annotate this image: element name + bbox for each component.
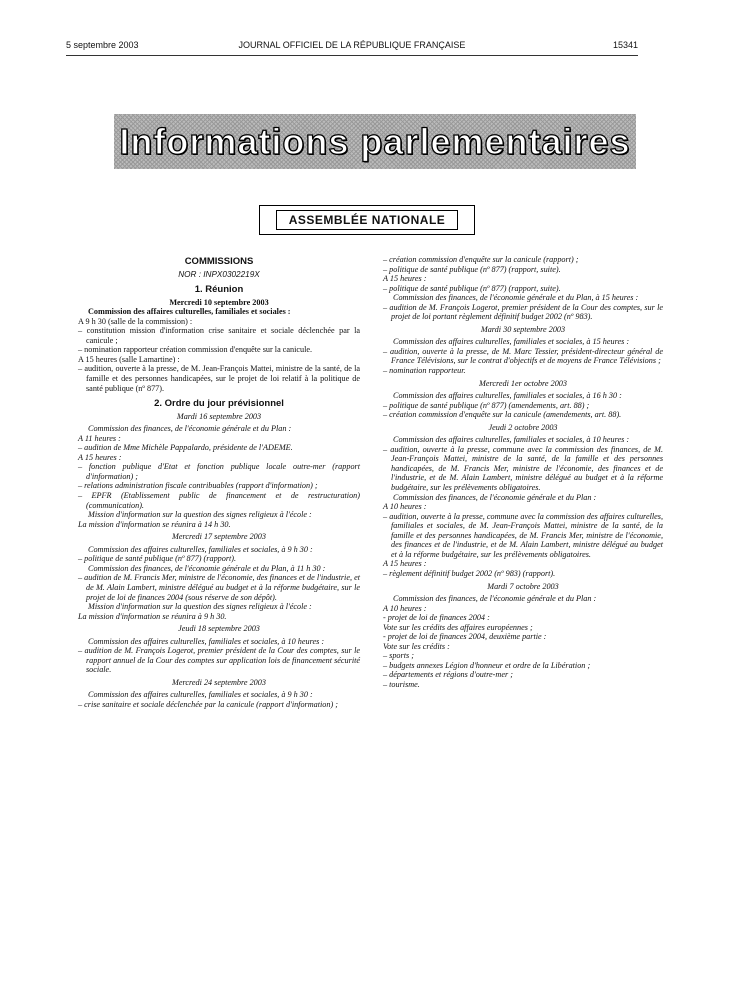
paragraph: Commission des affaires culturelles, familiales et sociales, à 10 heures : (393, 435, 630, 445)
banner-title: Informations parlementaires (119, 120, 631, 162)
section-heading: COMMISSIONS (184, 256, 254, 267)
paragraph: – tourisme. (383, 679, 420, 689)
date-heading: Mardi 7 octobre 2003 (487, 581, 559, 591)
header-page-number: 15341 (612, 40, 638, 50)
section-heading: 2. Ordre du jour prévisionnel (154, 398, 284, 410)
paragraph: – relations administration fiscale contribuables (rapport d'information) ; (78, 481, 318, 491)
paragraph: A 15 heures : (78, 452, 122, 462)
paragraph: Mission d'information sur la question des signes religieux à l'école : (88, 510, 312, 520)
paragraph: – politique de santé publique (nº 877) (rapport). (78, 554, 237, 564)
paragraph: Commission des finances, de l'économie générale et du Plan : (393, 594, 597, 604)
paragraph: – audition, ouverte à la presse, de M. Jean-François Mattei, ministre de la santé, de la famille et des personnes handicapées, sur le projet de loi relatif à la politique de santé publique (nº 877). (78, 364, 360, 393)
paragraph: Commission des affaires culturelles, familiales et sociales, à 9 h 30 : (88, 544, 313, 554)
date-heading: Mercredi 17 septembre 2003 (172, 532, 266, 542)
paragraph: La mission d'information se réunira à 9 h 30. (78, 611, 227, 621)
assembly-box (259, 205, 475, 235)
paragraph: – nomination rapporteur création commission d'enquête sur la canicule. (78, 345, 313, 355)
paragraph: – règlement définitif budget 2002 (nº 983) (rapport). (383, 568, 556, 578)
paragraph: – sports ; (383, 651, 414, 661)
paragraph: A 15 heures : (383, 559, 427, 569)
paragraph: Commission des affaires culturelles, familiales et sociales, à 9 h 30 : (88, 690, 313, 700)
paragraph: A 9 h 30 (salle de la commission) : (78, 316, 193, 326)
section-banner (114, 114, 636, 169)
paragraph: Commission des affaires culturelles, familiales et sociales : (88, 307, 291, 317)
paragraph: Vote sur les crédits : (383, 641, 450, 651)
paragraph: Commission des affaires culturelles, familiales et sociales, à 15 heures : (393, 337, 630, 347)
paragraph: – audition de M. François Logerot, premier président de la Cour des comptes, sur le rapport annuel de la Cour des comptes sur application lois de financement sécurité sociale. (78, 646, 360, 675)
paragraph: – constitution mission d'information crise sanitaire et sociale déclenchée par la canicule ; (78, 326, 360, 345)
date-heading: Mardi 16 septembre 2003 (176, 411, 262, 421)
paragraph: – politique de santé publique (nº 877) (amendements, art. 88) ; (383, 400, 590, 410)
header-rule (66, 55, 638, 56)
spacer (78, 279, 360, 283)
paragraph: – politique de santé publique (nº 877) (rapport, suite). (383, 264, 561, 274)
paragraph: – politique de santé publique (nº 877) (rapport, suite). (383, 283, 561, 293)
paragraph: – audition, ouverte à la presse, commune avec la commission des affaires culturelles, familiales et sociales, de M. Jean-François Mattei, ministre de la santé, de la famille et des personnes handicapées, de M. Francis Mer, ministre de l'économie, des finances et de l'industrie, et de M. Alain Lambert, ministre délégué au budget et à la réforme budgétaire, sur les prélèvements obligatoires. (383, 511, 663, 559)
paragraph: – audition de M. François Logerot, premier président de la Cour des comptes, sur le projet de loi portant règlement définitif budget 2002 (nº 983). (383, 302, 663, 322)
date-heading: Jeudi 2 octobre 2003 (488, 422, 558, 432)
paragraph: Commission des affaires culturelles, familiales et sociales, à 16 h 30 : (393, 391, 622, 401)
paragraph: – crise sanitaire et sociale déclenchée par la canicule (rapport d'information) ; (78, 699, 338, 709)
paragraph: – création commission d'enquête sur la canicule (amendements, art. 88). (383, 410, 622, 420)
paragraph: La mission d'information se réunira à 14 h 30. (78, 519, 231, 529)
paragraph: A 15 heures (salle Lamartine) : (78, 354, 180, 364)
paragraph: Commission des affaires culturelles, familiales et sociales, à 10 heures : (88, 636, 325, 646)
paragraph: A 11 heures : (78, 433, 121, 443)
paragraph: – création commission d'enquête sur la canicule (rapport) ; (383, 255, 579, 264)
paragraph: – audition, ouverte à la presse, commune avec la commission des finances, de M. Jean-François Mattei, ministre de la santé, de la famille et des personnes handicapées, de M. Francis Mer, ministre de l'économie, des finances et de l'industrie, et de M. Alain Lambert, ministre délégué au budget et à la réforme budgétaire, sur les prélèvements obligatoires. (383, 444, 663, 493)
paragraph: Vote sur les crédits des affaires européennes ; (383, 622, 533, 632)
paragraph: – audition, ouverte à la presse, de M. Marc Tessier, président-directeur général de France Télévisions, sur le contrat d'objectifs et de moyens de France Télévisions ; (383, 346, 663, 366)
date-heading: Mercredi 24 septembre 2003 (172, 677, 266, 687)
header-journal-title: JOURNAL OFFICIEL DE LA RÉPUBLIQUE FRANÇAISE (238, 40, 466, 50)
paragraph: A 15 heures : (383, 274, 427, 284)
paragraph: – audition de Mme Michèle Pappalardo, présidente de l'ADEME. (78, 443, 293, 453)
assembly-title: ASSEMBLÉE NATIONALE (276, 210, 459, 230)
date-heading: Jeudi 18 septembre 2003 (178, 624, 260, 634)
paragraph: Commission des finances, de l'économie générale et du Plan : (88, 424, 292, 434)
page-header (66, 40, 638, 54)
paragraph: Commission des finances, de l'économie générale et du Plan : (393, 492, 597, 502)
paragraph: - projet de loi de finances 2004, deuxième partie : (383, 632, 547, 642)
header-date: 5 septembre 2003 (66, 40, 139, 50)
paragraph: – fonction publique d'Etat et fonction publique locale outre-mer (rapport d'information) ; (78, 462, 360, 481)
paragraph: A 10 heures : (383, 603, 427, 613)
paragraph: Commission des finances, de l'économie générale et du Plan, à 11 h 30 : (88, 563, 326, 573)
paragraph: – EPFR (Etablissement public de financement et de restructuration) (communication). (78, 491, 360, 510)
paragraph: - projet de loi de finances 2004 : (383, 613, 490, 623)
paragraph: – nomination rapporteur. (383, 366, 466, 376)
paragraph: – départements et régions d'outre-mer ; (383, 670, 513, 680)
paragraph: – budgets annexes Légion d'honneur et ordre de la Libération ; (383, 660, 591, 670)
paragraph: Mercredi 10 septembre 2003 (169, 297, 269, 307)
left-column (78, 255, 360, 710)
paragraph: – audition de M. Francis Mer, ministre de l'économie, des finances et de l'industrie, et de M. Alain Lambert, ministre délégué au budget et à la réforme budgétaire, sur le projet de loi de finances 2004 (sous réserve de son dépôt). (78, 573, 360, 602)
date-heading: Mardi 30 septembre 2003 (480, 324, 566, 334)
spacer (78, 393, 360, 397)
section-heading: 1. Réunion (194, 284, 244, 296)
paragraph: NOR : INPX0302219X (178, 269, 260, 279)
paragraph: A 10 heures : (383, 502, 427, 512)
paragraph: Commission des finances, de l'économie générale et du Plan, à 15 heures : (393, 293, 639, 303)
right-column (383, 255, 663, 690)
paragraph: Mission d'information sur la question des signes religieux à l'école : (88, 602, 312, 612)
date-heading: Mercredi 1er octobre 2003 (479, 378, 567, 388)
